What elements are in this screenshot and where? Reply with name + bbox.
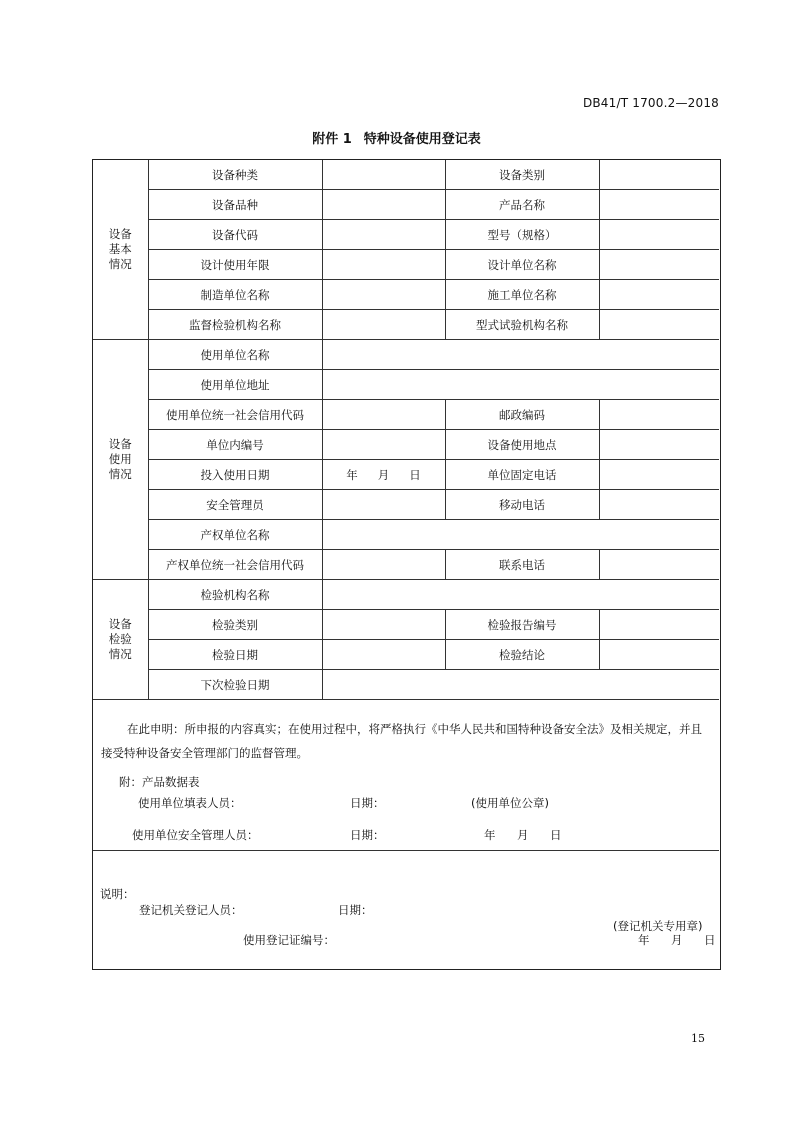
field-design-life[interactable] — [322, 250, 445, 280]
label-design-unit: 设计单位名称 — [445, 250, 599, 280]
field-owner-name[interactable] — [322, 520, 719, 550]
table-row — [93, 310, 719, 340]
field-mobile[interactable] — [599, 490, 719, 520]
table-row — [93, 460, 719, 490]
title-text: 特种设备使用登记表 — [363, 132, 481, 147]
label-equip-type: 设备种类 — [148, 160, 322, 190]
table-row — [93, 640, 719, 670]
standard-code: DB41/T 1700.2—2018 — [582, 96, 719, 110]
safety-person-label: 使用单位安全管理人员： — [132, 828, 259, 842]
label-contact-phone: 联系电话 — [445, 550, 599, 580]
field-start-date[interactable] — [322, 460, 445, 490]
label-model: 型号（规格） — [445, 220, 599, 250]
label-next-inspection: 下次检验日期 — [148, 670, 322, 700]
label-landline: 单位固定电话 — [445, 460, 599, 490]
label-postal-code: 邮政编码 — [445, 400, 599, 430]
field-model[interactable] — [599, 220, 719, 250]
field-internal-no[interactable] — [322, 430, 445, 460]
label-owner-credit-code: 产权单位统一社会信用代码 — [148, 550, 322, 580]
label-equip-code: 设备代码 — [148, 220, 322, 250]
registration-section — [93, 851, 719, 969]
reg-day: 日 — [704, 933, 716, 947]
label-internal-no: 单位内编号 — [148, 430, 322, 460]
label-owner-name: 产权单位名称 — [148, 520, 322, 550]
date-month: 月 — [377, 467, 390, 482]
user-seal-label: (使用单位公章) — [471, 796, 549, 810]
table-row — [93, 250, 719, 280]
date-day: 日 — [409, 467, 421, 482]
registrar-label: 登记机关登记人员： — [139, 903, 243, 917]
label-type-test-org: 型式试验机构名称 — [445, 310, 599, 340]
filler-date-label: 日期： — [350, 796, 385, 810]
registration-seal-label: (登记机关专用章) — [613, 919, 703, 933]
field-use-location[interactable] — [599, 430, 719, 460]
field-product-name[interactable] — [599, 190, 719, 220]
filler-label: 使用单位填表人员： — [138, 796, 242, 810]
field-next-inspection[interactable] — [322, 670, 719, 700]
table-row — [93, 580, 719, 610]
field-postal-code[interactable] — [599, 400, 719, 430]
label-design-life: 设计使用年限 — [148, 250, 322, 280]
table-row — [93, 190, 719, 220]
form-title — [0, 128, 793, 147]
note-label: 说明： — [100, 887, 135, 901]
field-credit-code[interactable] — [322, 400, 445, 430]
field-inspection-type[interactable] — [322, 610, 445, 640]
table-row — [93, 550, 719, 580]
label-start-date: 投入使用日期 — [148, 460, 322, 490]
section-inspection: 设备检验情况 — [93, 580, 148, 700]
label-equip-variety: 设备品种 — [148, 190, 322, 220]
table-row — [93, 430, 719, 460]
field-equip-code[interactable] — [322, 220, 445, 250]
declaration-text: 在此申明：所申报的内容真实；在使用过程中，将严格执行《中华人民共和国特种设备安全法》及相关规定，并且接受特种设备安全管理部门的监督管理。 — [101, 722, 702, 760]
registration-form — [92, 159, 721, 970]
label-equip-category: 设备类别 — [445, 160, 599, 190]
cert-no-label: 使用登记证编号： — [243, 933, 335, 947]
label-manufacturer: 制造单位名称 — [148, 280, 322, 310]
label-inspection-date: 检验日期 — [148, 640, 322, 670]
field-design-unit[interactable] — [599, 250, 719, 280]
reg-year: 年 — [638, 933, 650, 947]
field-equip-type[interactable] — [322, 160, 445, 190]
field-owner-credit-code[interactable] — [322, 550, 445, 580]
label-product-name: 产品名称 — [445, 190, 599, 220]
label-report-no: 检验报告编号 — [445, 610, 599, 640]
label-construction-unit: 施工单位名称 — [445, 280, 599, 310]
field-manufacturer[interactable] — [322, 280, 445, 310]
page-number: 15 — [691, 1032, 705, 1045]
field-report-no[interactable] — [599, 610, 719, 640]
field-inspection-org[interactable] — [322, 580, 719, 610]
field-landline[interactable] — [599, 460, 719, 490]
label-safety-manager: 安全管理员 — [148, 490, 322, 520]
table-row — [93, 610, 719, 640]
attachment-note: 附：产品数据表 — [119, 775, 200, 789]
date-year: 年 — [346, 467, 358, 482]
label-mobile: 移动电话 — [445, 490, 599, 520]
table-row — [93, 340, 719, 370]
decl-month: 月 — [517, 828, 529, 842]
table-row — [93, 520, 719, 550]
field-type-test-org[interactable] — [599, 310, 719, 340]
table-row — [93, 490, 719, 520]
declaration-section — [93, 699, 719, 851]
label-credit-code: 使用单位统一社会信用代码 — [148, 400, 322, 430]
safety-date-label: 日期： — [350, 828, 385, 842]
title-prefix: 附件 1 — [312, 132, 352, 147]
decl-day: 日 — [550, 828, 562, 842]
label-conclusion: 检验结论 — [445, 640, 599, 670]
table-row — [93, 370, 719, 400]
label-user-address: 使用单位地址 — [148, 370, 322, 400]
field-user-address[interactable] — [322, 370, 719, 400]
field-equip-category[interactable] — [599, 160, 719, 190]
table-row — [93, 280, 719, 310]
decl-year: 年 — [484, 828, 496, 842]
label-inspection-type: 检验类别 — [148, 610, 322, 640]
field-supervision-org[interactable] — [322, 310, 445, 340]
field-contact-phone[interactable] — [599, 550, 719, 580]
field-inspection-date[interactable] — [322, 640, 445, 670]
field-conclusion[interactable] — [599, 640, 719, 670]
label-use-location: 设备使用地点 — [445, 430, 599, 460]
reg-month: 月 — [671, 933, 683, 947]
table-row — [93, 220, 719, 250]
section-basic: 设备基本情况 — [93, 160, 148, 340]
section-usage: 设备使用情况 — [93, 340, 148, 580]
registration-date-label: 日期： — [338, 903, 373, 917]
table-row — [93, 160, 719, 190]
field-safety-manager[interactable] — [322, 490, 445, 520]
label-supervision-org: 监督检验机构名称 — [148, 310, 322, 340]
form-table — [93, 160, 719, 700]
field-construction-unit[interactable] — [599, 280, 719, 310]
field-user-name[interactable] — [322, 340, 719, 370]
table-row — [93, 670, 719, 700]
table-row — [93, 400, 719, 430]
field-equip-variety[interactable] — [322, 190, 445, 220]
label-inspection-org: 检验机构名称 — [148, 580, 322, 610]
label-user-name: 使用单位名称 — [148, 340, 322, 370]
